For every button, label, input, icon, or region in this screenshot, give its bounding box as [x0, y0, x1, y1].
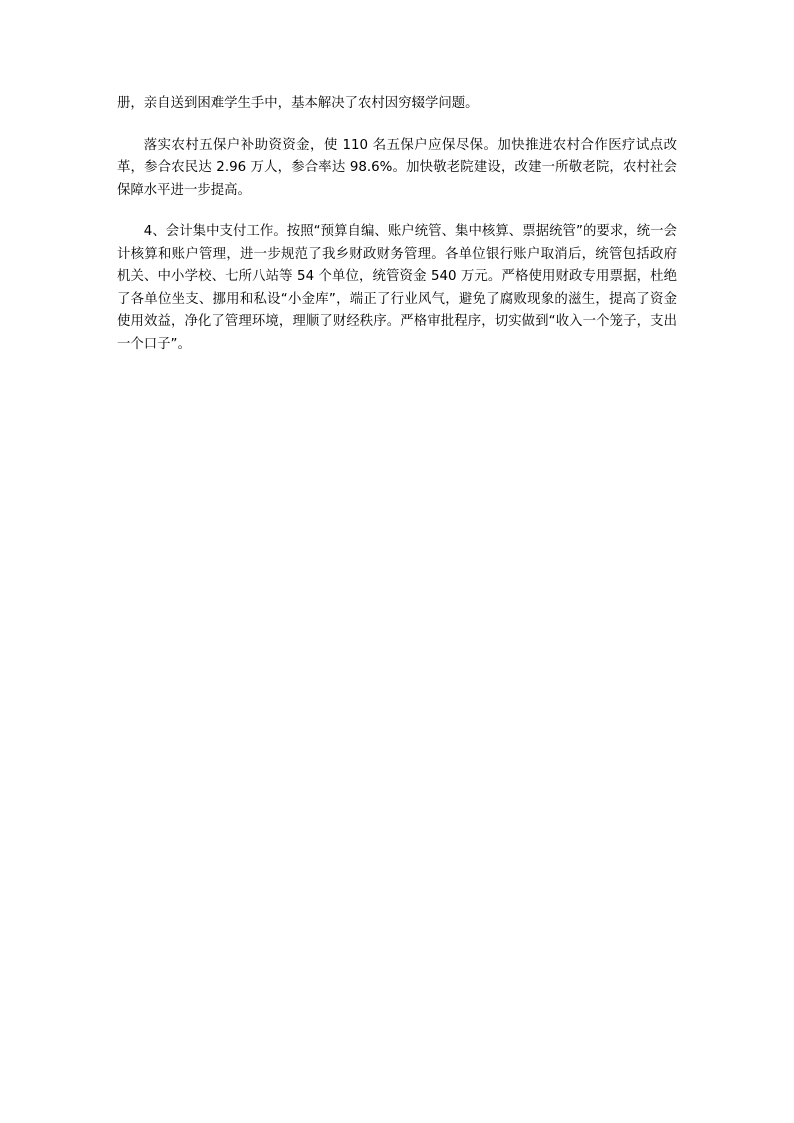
paragraph-2: 落实农村五保户补助资资金，使 110 名五保户应保尽保。加快推进农村合作医疗试点改革，参合农民达 2.96 万人，参合率达 98.6%。加快敬老院建设，改建一所敬老院，农村社会保障水平进一步提高。 — [117, 137, 677, 198]
paragraph-spacer — [117, 116, 677, 135]
document-body — [117, 93, 677, 356]
paragraph-1: 册，亲自送到困难学生手中，基本解决了农村因穷辍学问题。 — [117, 96, 479, 111]
paragraph-spacer — [117, 202, 677, 221]
paragraph-3: 4、会计集中支付工作。按照“预算自编、账户统管、集中核算、票据统管”的要求，统一会计核算和账户管理，进一步规范了我乡财政财务管理。各单位银行账户取消后，统管包括政府机关、中小学校、七所八站等 54 个单位，统管资金 540 万元。严格使用财政专用票据，杜绝了各单位坐支、挪用和私设“小金库”，端正了行业风气，避免了腐败现象的滋生，提高了资金使用效益，净化了管理环境，理顺了财经秩序。严格审批程序，切实做到“收入一个笼子，支出一个口子”。 — [117, 224, 677, 352]
